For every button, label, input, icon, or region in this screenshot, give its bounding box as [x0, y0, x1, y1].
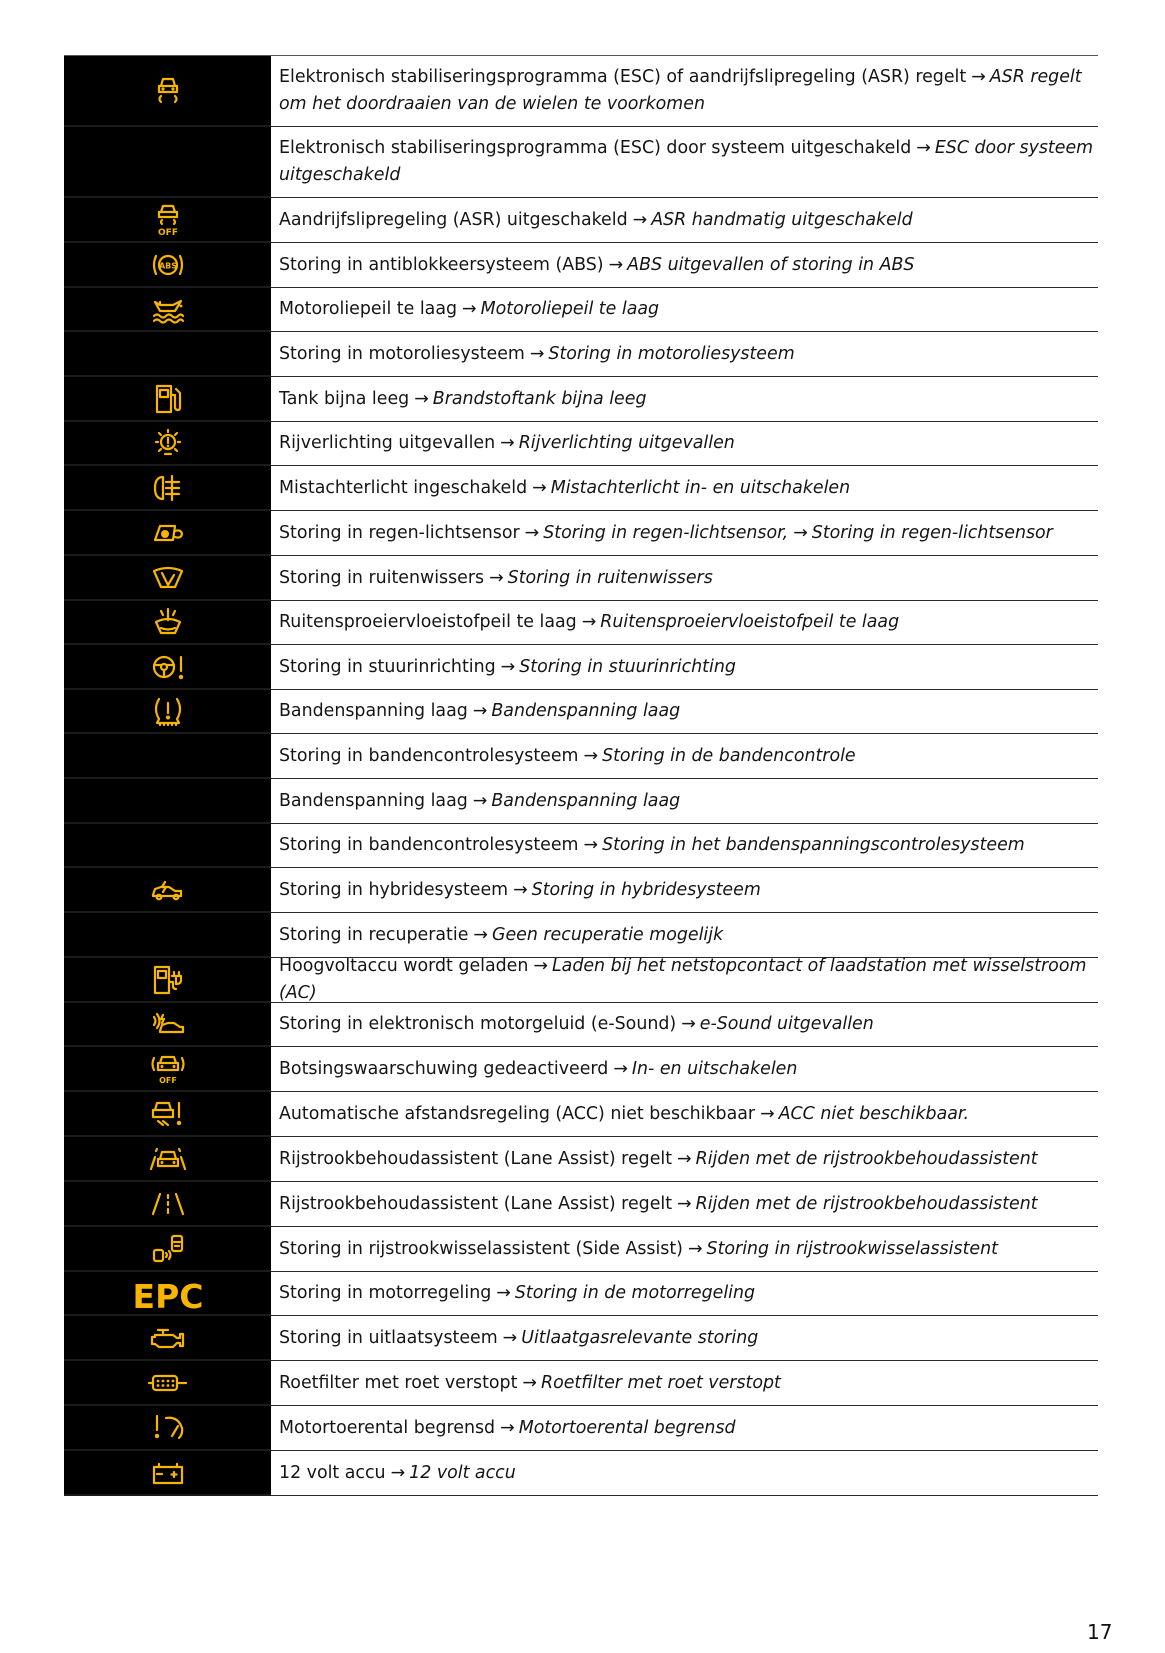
arrow-icon: →: [496, 1283, 511, 1303]
bulb-failure-icon: [151, 427, 185, 459]
arrow-icon: →: [613, 1058, 628, 1079]
warning-label: Storing in bandencontrolesysteem: [279, 745, 579, 766]
description-cell: [271, 288, 1098, 332]
warning-label: Roetfilter met roet verstopt: [279, 1372, 518, 1393]
description-cell: [271, 1361, 1098, 1406]
table-row: [64, 127, 1098, 198]
cross-reference-link[interactable]: Uitlaatgasrelevante storing: [521, 1327, 759, 1348]
icon-cell: [64, 377, 271, 422]
warning-label: Storing in recuperatie: [279, 924, 469, 945]
cross-reference-link[interactable]: Ruitensproeiervloeistofpeil te laag: [600, 612, 900, 632]
engine-check-icon: [149, 1324, 187, 1352]
table-row: [64, 1003, 1098, 1047]
table-row: [64, 868, 1098, 913]
description-cell: [271, 690, 1098, 734]
warning-label: Ruitensproeiervloeistofpeil te laag: [279, 612, 577, 632]
arrow-icon: →: [677, 1193, 692, 1214]
icon-cell: [64, 1272, 271, 1316]
table-row: [64, 1406, 1098, 1451]
cross-reference-link[interactable]: Storing in de motorregeling: [514, 1283, 756, 1303]
description-cell: [271, 1227, 1098, 1272]
table-row: [64, 556, 1098, 601]
warning-label: Mistachterlicht ingeschakeld: [279, 477, 528, 498]
cross-reference-link[interactable]: Motoroliepeil te laag: [480, 299, 660, 319]
icon-cell: [64, 734, 271, 779]
description-cell: [271, 779, 1098, 824]
cross-reference-link[interactable]: Geen recuperatie mogelijk: [491, 924, 724, 945]
arrow-icon: →: [414, 388, 429, 409]
arrow-icon: →: [793, 522, 808, 543]
warning-label: Storing in motorregeling: [279, 1283, 492, 1303]
warning-label: Motortoerental begrensd: [279, 1417, 496, 1438]
warning-label: Storing in bandencontrolesysteem: [279, 835, 579, 855]
table-row: [64, 1047, 1098, 1092]
battery-icon: [150, 1460, 186, 1486]
table-row: [64, 824, 1098, 868]
warning-light-table: [64, 55, 1098, 1496]
fuel-pump-icon: [153, 383, 183, 415]
warning-label: Storing in regen-lichtsensor: [279, 522, 520, 543]
cross-reference-link[interactable]: Storing in ruitenwissers: [507, 567, 713, 588]
table-row: [64, 1182, 1098, 1227]
cross-reference-link[interactable]: Storing in motoroliesysteem: [548, 343, 795, 364]
description-cell: [271, 1272, 1098, 1316]
description-cell: [271, 556, 1098, 601]
table-row: [64, 1451, 1098, 1496]
description-cell: [271, 1451, 1098, 1496]
table-row: [64, 601, 1098, 645]
table-row: [64, 332, 1098, 377]
tire-pressure-icon: [151, 695, 185, 727]
arrow-icon: →: [502, 1327, 518, 1348]
warning-label: Elektronisch stabiliseringsprogramma (ESC) of aandrijfslipregeling (ASR) regelt: [279, 67, 967, 87]
table-row: [64, 198, 1098, 243]
arrow-icon: →: [760, 1103, 775, 1124]
warning-label: Storing in antiblokkeersysteem (ABS): [279, 254, 604, 275]
cross-reference-link[interactable]: Roetfilter met roet verstopt: [540, 1372, 781, 1393]
icon-cell: [64, 913, 271, 958]
rpm-limit-icon: [150, 1412, 186, 1444]
icon-cell: [64, 556, 271, 601]
table-row: [64, 734, 1098, 779]
cross-reference-link[interactable]: ACC niet beschikbaar.: [778, 1103, 969, 1124]
cross-reference-link[interactable]: ESC door systeem uitgeschakeld: [279, 138, 1094, 185]
warning-label: Storing in motoroliesysteem: [279, 343, 525, 364]
table-row: [64, 1361, 1098, 1406]
arrow-icon: →: [513, 879, 528, 900]
warning-label: Automatische afstandsregeling (ACC) niet beschikbaar: [279, 1103, 756, 1124]
arrow-icon: →: [916, 138, 931, 158]
description-cell: [271, 1003, 1098, 1047]
warning-label: Storing in ruitenwissers: [279, 567, 485, 588]
table-row: [64, 55, 1098, 127]
table-row: [64, 1227, 1098, 1272]
warning-label: Aandrijfslipregeling (ASR) uitgeschakeld: [279, 209, 628, 230]
cross-reference-link[interactable]: e-Sound uitgevallen: [699, 1014, 874, 1034]
arrow-icon: →: [687, 1238, 703, 1259]
cross-reference-link[interactable]: Storing in regen-lichtsensor: [811, 522, 1053, 543]
lane-assist-car-icon: [148, 1145, 188, 1173]
cross-reference-link[interactable]: Rijden met de rijstrookbehoudassistent: [695, 1193, 1038, 1214]
table-row: [64, 1092, 1098, 1137]
collision-warning-off-icon: [150, 1052, 186, 1086]
arrow-icon: →: [583, 745, 599, 766]
warning-label: Bandenspanning laag: [279, 701, 468, 721]
warning-label: Hoogvoltaccu wordt geladen: [279, 956, 529, 976]
asr-off-icon: [153, 203, 183, 237]
description-cell: [271, 55, 1098, 127]
table-row: [64, 288, 1098, 332]
lane-assist-lines-icon: [148, 1190, 188, 1218]
warning-label: 12 volt accu: [279, 1462, 386, 1483]
description-cell: [271, 243, 1098, 288]
cross-reference-link[interactable]: Storing in de bandencontrole: [602, 745, 856, 766]
description-cell: [271, 868, 1098, 913]
icon-cell: [64, 1003, 271, 1047]
warning-label: Bandenspanning laag: [279, 790, 468, 811]
arrow-icon: →: [608, 254, 624, 275]
icon-cell: [64, 1092, 271, 1137]
warning-label: Storing in hybridesysteem: [279, 879, 509, 900]
icon-cell: [64, 243, 271, 288]
page-number: 17: [1087, 1620, 1113, 1644]
cross-reference-link[interactable]: Rijverlichting uitgevallen: [518, 433, 735, 453]
description-cell: [271, 466, 1098, 511]
description-cell: [271, 1316, 1098, 1361]
warning-label: Botsingswaarschuwing gedeactiveerd: [279, 1058, 609, 1079]
cross-reference-link[interactable]: 12 volt accu: [409, 1462, 516, 1483]
icon-cell: [64, 127, 271, 198]
table-row: [64, 1137, 1098, 1182]
description-cell: [271, 824, 1098, 868]
cross-reference-link[interactable]: ASR handmatig uitgeschakeld: [651, 209, 913, 230]
icon-cell: [64, 601, 271, 645]
description-cell: [271, 734, 1098, 779]
description-cell: [271, 645, 1098, 690]
rain-light-sensor-icon: [151, 518, 185, 548]
cross-reference-link[interactable]: Storing in het bandenspanningscontrolesysteem: [602, 835, 1025, 855]
icon-cell: [64, 1361, 271, 1406]
cross-reference-link[interactable]: Mistachterlicht in- en uitschakelen: [550, 477, 851, 498]
side-assist-icon: [148, 1233, 188, 1265]
arrow-icon: →: [524, 522, 540, 543]
rear-fog-light-icon: [151, 472, 185, 504]
description-cell: [271, 422, 1098, 466]
description-cell: [271, 127, 1098, 198]
table-row: [64, 1272, 1098, 1316]
warning-label: Storing in elektronisch motorgeluid (e-Sound): [279, 1014, 677, 1034]
table-row: [64, 779, 1098, 824]
arrow-icon: →: [473, 924, 488, 945]
arrow-icon: →: [500, 1417, 515, 1438]
steering-fault-icon: [150, 652, 186, 682]
table-row: [64, 958, 1098, 1003]
description-cell: [271, 198, 1098, 243]
cross-reference-link[interactable]: ASR regelt om het doordraaien van de wielen te voorkomen: [279, 67, 1082, 114]
arrow-icon: →: [390, 1462, 406, 1483]
abs-icon: [151, 250, 185, 280]
cross-reference-link[interactable]: Bandenspanning laag: [491, 790, 681, 811]
arrow-icon: →: [681, 1014, 696, 1034]
icon-cell: [64, 824, 271, 868]
description-cell: [271, 913, 1098, 958]
table-row: [64, 690, 1098, 734]
cross-reference-link[interactable]: Storing in rijstrookwisselassistent: [706, 1238, 998, 1259]
warning-label: Rijstrookbehoudassistent (Lane Assist) regelt: [279, 1148, 673, 1169]
table-row: [64, 913, 1098, 958]
arrow-icon: →: [472, 790, 488, 811]
table-row: [64, 1316, 1098, 1361]
icon-cell: [64, 466, 271, 511]
warning-label: Motoroliepeil te laag: [279, 299, 458, 319]
arrow-icon: →: [677, 1148, 692, 1169]
description-cell: [271, 511, 1098, 556]
description-cell: [271, 1092, 1098, 1137]
cross-reference-link[interactable]: ABS uitgevallen of storing in ABS: [627, 254, 915, 275]
icon-cell: [64, 1406, 271, 1451]
svg-text:OFF: OFF: [158, 1075, 177, 1085]
table-row: [64, 511, 1098, 556]
warning-label: Tank bijna leeg: [279, 388, 410, 409]
icon-cell: [64, 958, 271, 1003]
wiper-icon: [151, 563, 185, 593]
table-row: [64, 243, 1098, 288]
icon-cell: [64, 645, 271, 690]
oil-level-icon: [151, 294, 185, 324]
arrow-icon: →: [581, 612, 597, 632]
warning-label: Elektronisch stabiliseringsprogramma (ESC) door systeem uitgeschakeld: [279, 138, 912, 158]
warning-label: Rijverlichting uitgevallen: [279, 433, 496, 453]
description-cell: [271, 332, 1098, 377]
description-cell: [271, 377, 1098, 422]
svg-text:EPC: EPC: [132, 1277, 203, 1316]
arrow-icon: →: [500, 656, 516, 677]
arrow-icon: →: [533, 956, 548, 976]
description-cell: [271, 601, 1098, 645]
epc-icon: [132, 1274, 203, 1316]
icon-cell: [64, 332, 271, 377]
arrow-icon: →: [971, 67, 986, 87]
icon-cell: [64, 422, 271, 466]
icon-cell: [64, 1227, 271, 1272]
warning-label: Storing in uitlaatsysteem: [279, 1327, 498, 1348]
hybrid-system-icon: [150, 876, 186, 904]
cross-reference-link[interactable]: Rijden met de rijstrookbehoudassistent: [695, 1148, 1038, 1169]
icon-cell: [64, 1451, 271, 1496]
icon-cell: [64, 1182, 271, 1227]
cross-reference-link[interactable]: Brandstoftank bijna leeg: [432, 388, 647, 409]
charging-plug-icon: [151, 964, 185, 996]
cross-reference-link[interactable]: Laden bij het netstopcontact of laadstation met wisselstroom (AC): [279, 956, 1087, 1003]
svg-text:ABS: ABS: [158, 261, 177, 270]
icon-cell: [64, 55, 271, 127]
arrow-icon: →: [532, 477, 547, 498]
icon-cell: [64, 1316, 271, 1361]
warning-label: Storing in stuurinrichting: [279, 656, 496, 677]
description-cell: [271, 1406, 1098, 1451]
svg-text:OFF: OFF: [157, 227, 178, 238]
acc-unavailable-icon: [150, 1098, 186, 1130]
icon-cell: [64, 868, 271, 913]
arrow-icon: →: [500, 433, 515, 453]
icon-cell: [64, 288, 271, 332]
icon-cell: [64, 511, 271, 556]
icon-cell: [64, 779, 271, 824]
washer-fluid-icon: [151, 606, 185, 638]
cross-reference-link[interactable]: Storing in stuurinrichting: [519, 656, 736, 677]
table-row: [64, 377, 1098, 422]
description-cell: [271, 1137, 1098, 1182]
arrow-icon: →: [462, 299, 477, 319]
icon-cell: [64, 1047, 271, 1092]
table-row: [64, 422, 1098, 466]
table-row: [64, 466, 1098, 511]
icon-cell: [64, 198, 271, 243]
cross-reference-link[interactable]: In- en uitschakelen: [631, 1058, 798, 1079]
arrow-icon: →: [522, 1372, 537, 1393]
arrow-icon: →: [632, 209, 648, 230]
icon-cell: [64, 1137, 271, 1182]
description-cell: [271, 1182, 1098, 1227]
table-row: [64, 645, 1098, 690]
particulate-filter-icon: [147, 1370, 189, 1396]
icon-cell: [64, 690, 271, 734]
cross-reference-link[interactable]: Storing in hybridesysteem: [531, 879, 761, 900]
arrow-icon: →: [583, 835, 599, 855]
warning-label: Storing in rijstrookwisselassistent (Side Assist): [279, 1238, 683, 1259]
warning-label: Rijstrookbehoudassistent (Lane Assist) regelt: [279, 1193, 673, 1214]
cross-reference-link[interactable]: Motortoerental begrensd: [518, 1417, 736, 1438]
arrow-icon: →: [472, 701, 488, 721]
e-sound-icon: [150, 1009, 186, 1039]
arrow-icon: →: [489, 567, 504, 588]
cross-reference-link[interactable]: Storing in regen-lichtsensor,: [543, 522, 789, 543]
description-cell: [271, 1047, 1098, 1092]
arrow-icon: →: [529, 343, 545, 364]
esc-asr-active-icon: [153, 74, 183, 108]
cross-reference-link[interactable]: Bandenspanning laag: [491, 701, 681, 721]
description-cell: [271, 958, 1098, 1003]
